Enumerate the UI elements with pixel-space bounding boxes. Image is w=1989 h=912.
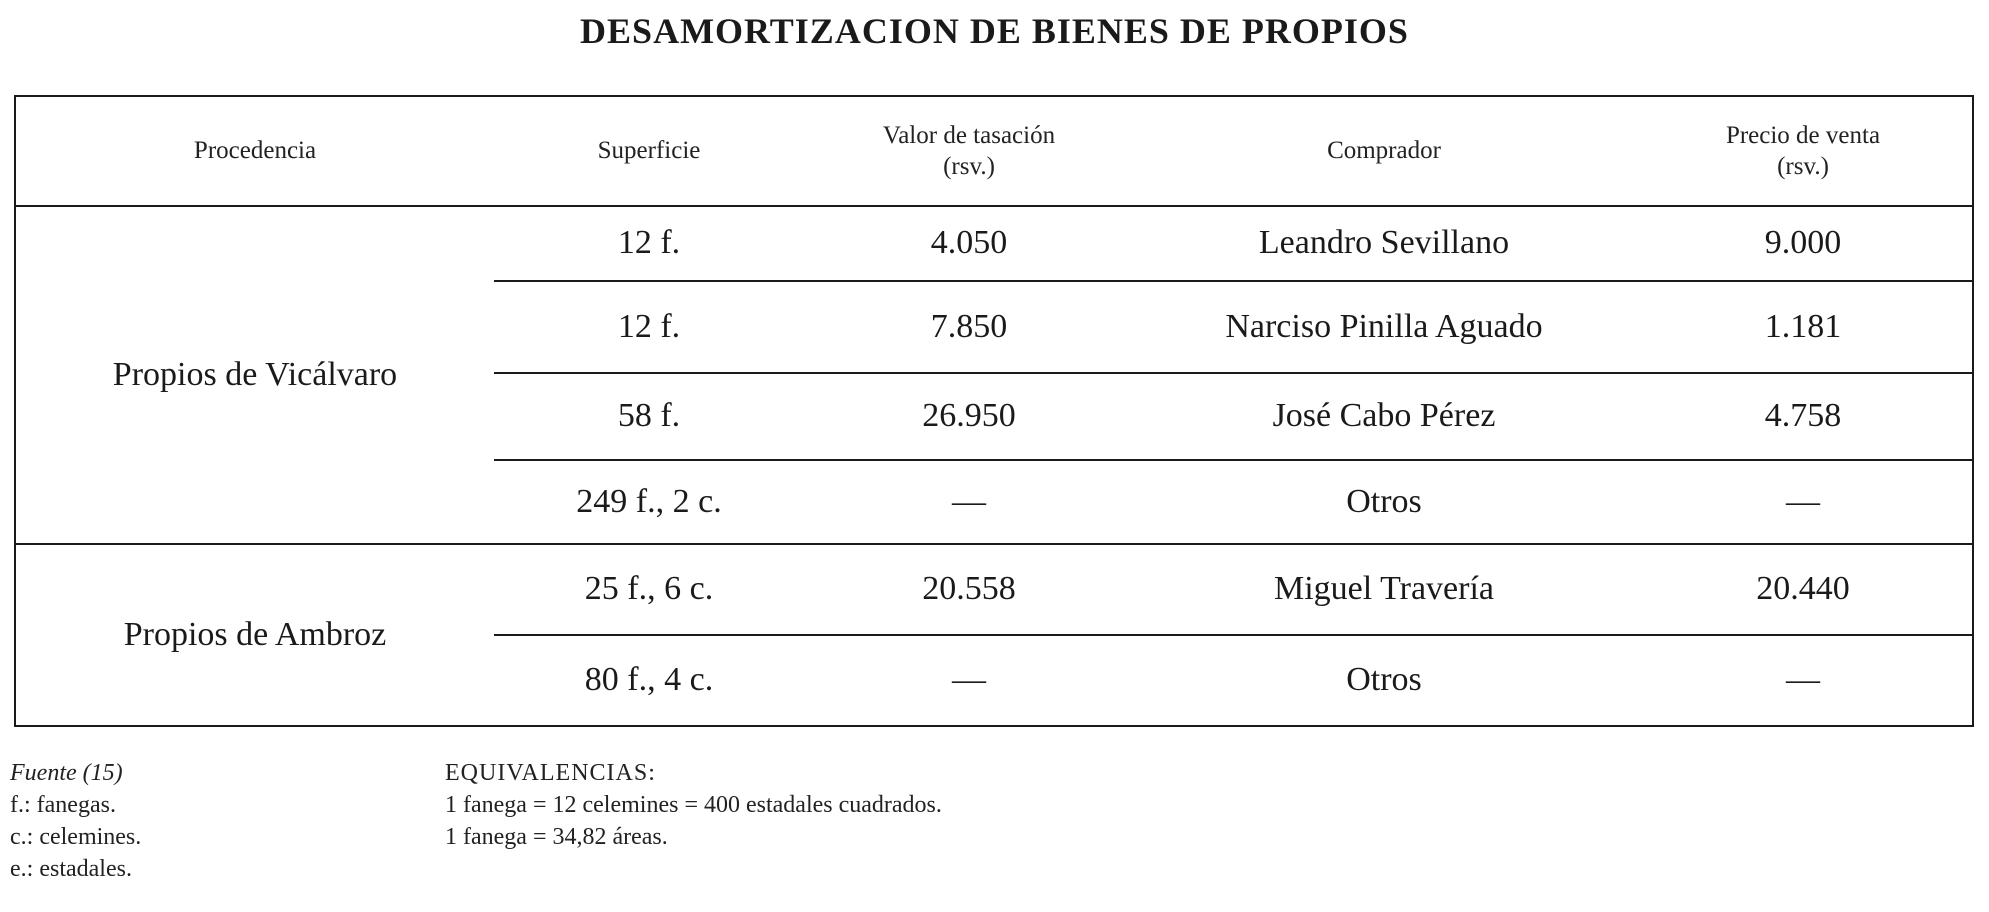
page-title: DESAMORTIZACION DE BIENES DE PROPIOS <box>580 11 1409 51</box>
cell-precio: 4.758 <box>1764 397 1842 435</box>
cell-valor: 4.050 <box>930 224 1008 262</box>
cell-comprador: Otros <box>1346 482 1422 520</box>
data-table <box>14 95 1974 727</box>
abbreviation-estadales: e.: estadales. <box>10 856 132 882</box>
header-valor: Valor de tasación (rsv.) <box>882 121 1056 180</box>
cell-superficie: 80 f., 4 c. <box>584 661 714 699</box>
footer-notes <box>10 757 410 885</box>
cell-superficie: 12 f. <box>617 307 681 345</box>
group-label-vicalvaro: Propios de Vicálvaro <box>112 355 398 393</box>
cell-precio: 1.181 <box>1764 307 1842 345</box>
source-note: Fuente (15) <box>10 760 123 786</box>
equivalencia-line: 1 fanega = 34,82 áreas. <box>445 824 668 850</box>
cell-comprador: Otros <box>1346 661 1422 699</box>
cell-precio: 9.000 <box>1764 224 1842 262</box>
cell-superficie: 58 f. <box>617 397 681 435</box>
equivalencias <box>445 757 1645 853</box>
cell-valor: 20.558 <box>922 570 1016 608</box>
equivalencias-title: EQUIVALENCIAS: <box>445 760 656 786</box>
cell-superficie: 249 f., 2 c. <box>576 482 722 520</box>
cell-superficie: 12 f. <box>617 224 681 262</box>
header-comprador: Comprador <box>1327 137 1441 165</box>
abbreviation-celemines: c.: celemines. <box>10 824 142 850</box>
cell-comprador: Miguel Travería <box>1273 570 1495 608</box>
abbreviation-fanegas: f.: fanegas. <box>10 792 116 818</box>
cell-comprador: José Cabo Pérez <box>1272 397 1496 435</box>
cell-valor: 7.850 <box>930 307 1008 345</box>
cell-comprador: Leandro Sevillano <box>1258 224 1510 262</box>
cell-valor: 26.950 <box>922 397 1016 435</box>
cell-superficie: 25 f., 6 c. <box>584 570 714 608</box>
cell-precio: 20.440 <box>1756 570 1850 608</box>
header-precio: Precio de venta (rsv.) <box>1725 121 1881 180</box>
cell-valor: — <box>952 482 986 520</box>
cell-valor: — <box>952 661 986 699</box>
cell-precio: — <box>1786 661 1820 699</box>
equivalencia-line: 1 fanega = 12 celemines = 400 estadales cuadrados. <box>445 792 942 818</box>
cell-precio: — <box>1786 482 1820 520</box>
group-label-ambroz: Propios de Ambroz <box>123 615 387 653</box>
header-procedencia: Procedencia <box>193 137 317 165</box>
header-superficie: Superficie <box>597 137 701 165</box>
cell-comprador: Narciso Pinilla Aguado <box>1225 307 1543 345</box>
